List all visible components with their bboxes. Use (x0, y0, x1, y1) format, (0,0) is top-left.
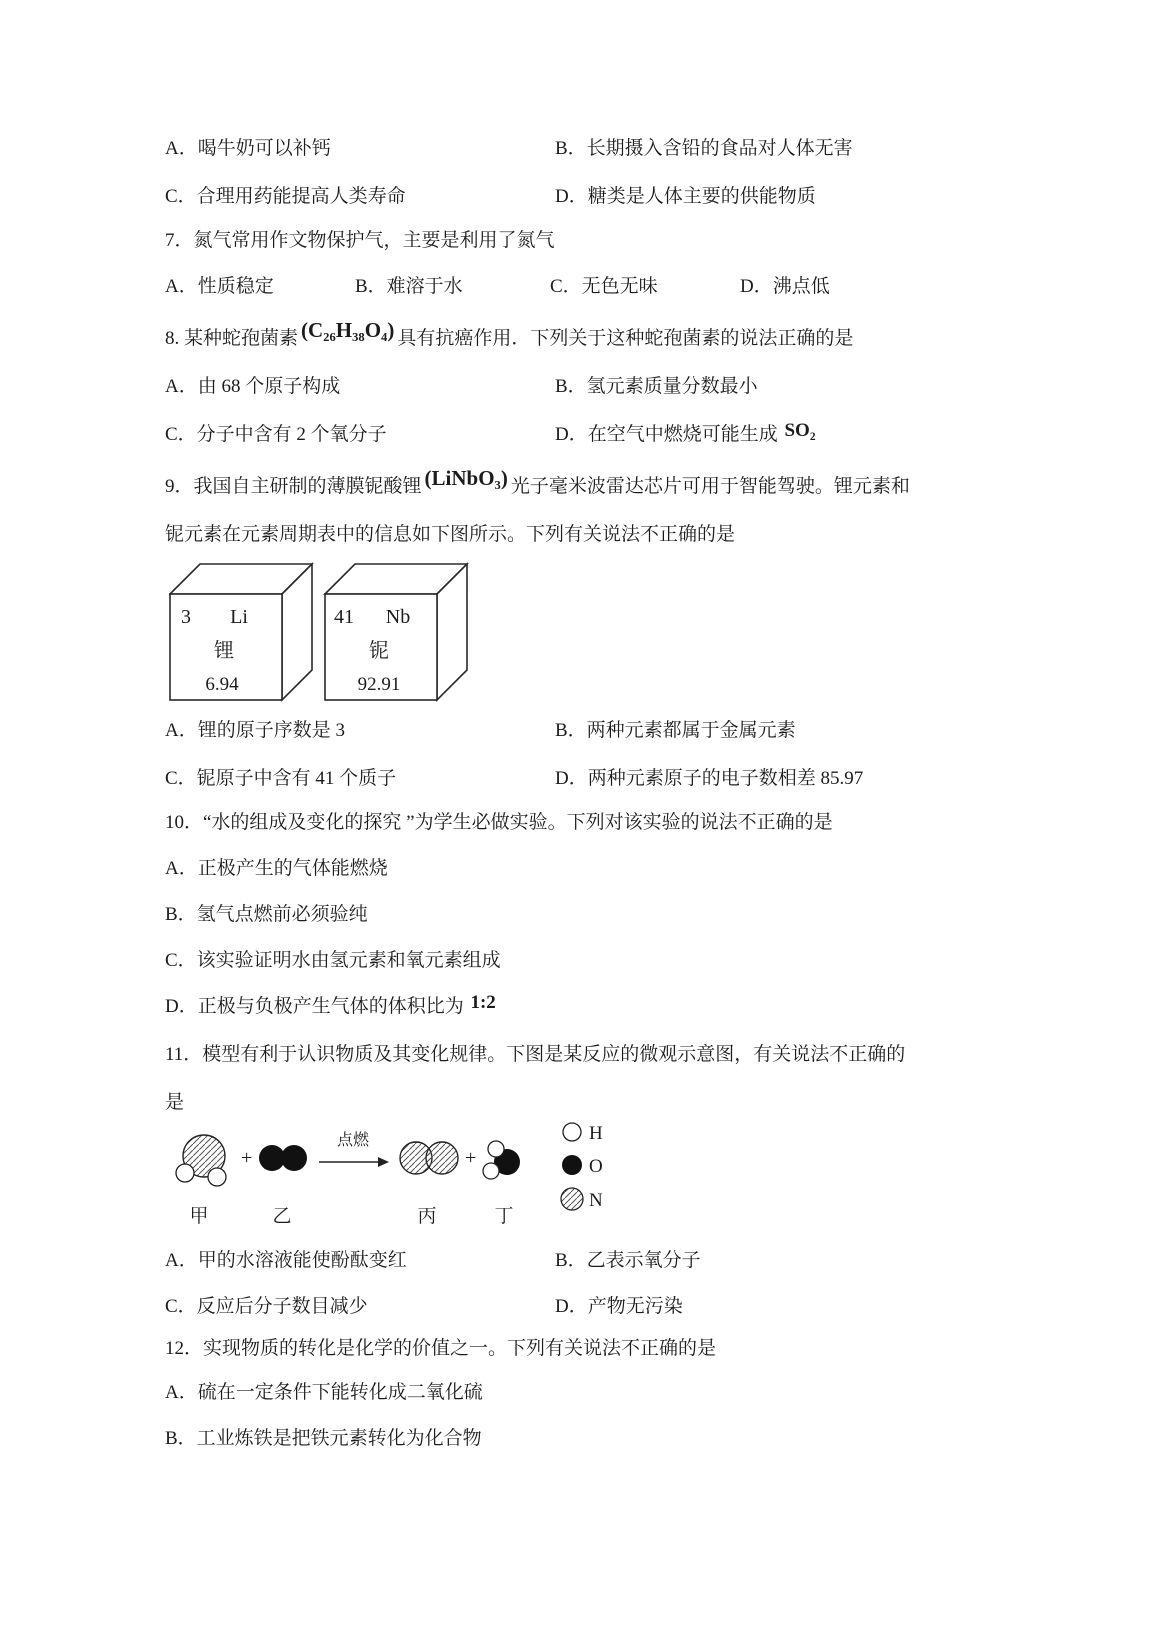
q11-stem-line2: 是 (165, 1092, 185, 1113)
legend-oxygen-icon (562, 1155, 582, 1175)
atom-legend (561, 1123, 603, 1211)
label-yi: 乙 (272, 1206, 292, 1227)
molecule-jia (176, 1135, 226, 1186)
element-nb-symbol: Nb (385, 606, 411, 628)
element-li-name: 锂 (214, 640, 234, 662)
hydrogen-atom-icon (488, 1141, 504, 1157)
reaction-micro-diagram (169, 1120, 1013, 1236)
element-nb-mass: 92.91 (357, 674, 401, 695)
condition-label: 点燃 (336, 1132, 370, 1149)
q11-option-a: A．甲的水溶液能使酚酞变红 (165, 1250, 407, 1271)
q8-option-a: A．由 68 个原子构成 (165, 376, 341, 397)
legend-nitrogen-icon (561, 1188, 583, 1210)
q9-option-b: B．两种元素都属于金属元素 (555, 720, 796, 741)
element-cube-niobium (325, 564, 467, 700)
reaction-arrow (319, 1131, 389, 1167)
q11-stem-line1: 11．模型有利于认识物质及其变化规律。下图是某反应的微观示意图，有关说法不正确的 (165, 1044, 906, 1065)
q9-stem-line1 (165, 466, 1013, 498)
q8-options-ab (165, 376, 1013, 398)
q6-option-d: D．糖类是人体主要的供能物质 (555, 186, 816, 207)
q12-stem: 12．实现物质的转化是化学的价值之一。下列有关说法不正确的是 (165, 1338, 717, 1359)
reaction-svg (169, 1120, 619, 1230)
element-li-symbol: Li (230, 606, 248, 628)
q10-option-d-ratio: 1:2 (470, 992, 496, 1013)
plus-sign: + (465, 1147, 477, 1169)
q9-formula: (LiNbO₃) (424, 466, 508, 490)
molecule-yi (259, 1145, 307, 1171)
q9-option-d: D．两种元素原子的电子数相差 85.97 (555, 768, 864, 789)
q11-option-b: B．乙表示氧分子 (555, 1250, 701, 1271)
q8-options-cd (165, 420, 1013, 446)
q9-options-cd (165, 768, 1013, 790)
plus-sign: + (241, 1147, 253, 1169)
legend-hydrogen-icon (563, 1123, 581, 1141)
element-li-number: 3 (181, 606, 191, 628)
q10-stem: 10．“水的组成及变化的探究 ”为学生必做实验。下列对该实验的说法不正确的是 (165, 812, 833, 833)
element-li-mass: 6.94 (205, 674, 239, 695)
hydrogen-atom-icon (176, 1164, 194, 1182)
q7-option-b: B．难溶于水 (355, 276, 463, 297)
q8-option-c: C．分子中含有 2 个氧分子 (165, 424, 387, 445)
label-bing: 丙 (417, 1206, 437, 1227)
q10-option-d-text: D．正极与负极产生气体的体积比为 (165, 996, 464, 1017)
q8-option-d (555, 420, 818, 446)
q11-option-c: C．反应后分子数目减少 (165, 1296, 368, 1317)
q10-option-d (165, 992, 1013, 1018)
q10-option-a: A．正极产生的气体能燃烧 (165, 858, 388, 879)
arrow-head (378, 1157, 389, 1167)
q12-option-b: B．工业炼铁是把铁元素转化为化合物 (165, 1428, 482, 1449)
molecule-ding (483, 1141, 520, 1179)
q11-option-d: D．产物无污染 (555, 1296, 683, 1317)
label-jia: 甲 (189, 1206, 209, 1227)
q6-options-ab (165, 138, 1013, 160)
q6-options-cd (165, 186, 1013, 208)
oxygen-atom-icon (281, 1145, 307, 1171)
q10-option-b: B．氢气点燃前必须验纯 (165, 904, 368, 925)
q8-option-b: B．氢元素质量分数最小 (555, 376, 758, 397)
q11-options-cd (165, 1296, 1013, 1318)
molecule-bing (400, 1142, 458, 1174)
element-cubes-svg (169, 560, 479, 704)
q7-stem: 7．氮气常用作文物保护气，主要是利用了氮气 (165, 230, 555, 251)
q7-option-c: C．无色无味 (550, 276, 658, 297)
q8-stem-suffix: 具有抗癌作用．下列关于这种蛇孢菌素的说法正确的是 (397, 328, 854, 349)
q7-options (165, 276, 1013, 298)
legend-n-label: N (589, 1190, 603, 1211)
q8-formula: (C₂₆H₃₈O₄) (301, 318, 395, 342)
q8-option-d-text: D．在空气中燃烧可能生成 (555, 424, 778, 445)
q9-options-ab (165, 720, 1013, 742)
q6-option-b: B．长期摄入含铅的食品对人体无害 (555, 138, 853, 159)
nitrogen-atom-icon (426, 1142, 458, 1174)
q9-option-a: A．锂的原子序数是 3 (165, 720, 345, 741)
q12-option-a: A．硫在一定条件下能转化成二氧化硫 (165, 1382, 483, 1403)
q7-option-a: A．性质稳定 (165, 276, 274, 297)
label-ding: 丁 (494, 1206, 514, 1227)
q8-stem-prefix: 8. 某种蛇孢菌素 (165, 328, 299, 349)
q11-options-ab (165, 1250, 1013, 1272)
q8-stem (165, 318, 1013, 350)
q9-option-c: C．铌原子中含有 41 个质子 (165, 768, 397, 789)
q9-stem-prefix: 9．我国自主研制的薄膜铌酸锂 (165, 476, 422, 497)
q6-option-c: C．合理用药能提高人类寿命 (165, 186, 406, 207)
element-nb-number: 41 (334, 606, 354, 628)
q10-option-c: C．该实验证明水由氢元素和氧元素组成 (165, 950, 501, 971)
element-nb-name: 铌 (369, 640, 389, 662)
q8-option-d-formula: SO₂ (784, 420, 816, 441)
hydrogen-atom-icon (483, 1163, 499, 1179)
q9-stem-suffix: 光子毫米波雷达芯片可用于智能驾驶。锂元素和 (510, 476, 910, 497)
element-cube-lithium (170, 564, 312, 700)
q9-stem-line2: 铌元素在元素周期表中的信息如下图所示。下列有关说法不正确的是 (165, 524, 736, 545)
periodic-table-cells-diagram (169, 560, 1013, 710)
legend-h-label: H (589, 1123, 603, 1144)
q6-option-a: A．喝牛奶可以补钙 (165, 138, 331, 159)
hydrogen-atom-icon (208, 1168, 226, 1186)
q7-option-d: D．沸点低 (740, 276, 830, 297)
legend-o-label: O (589, 1156, 603, 1177)
